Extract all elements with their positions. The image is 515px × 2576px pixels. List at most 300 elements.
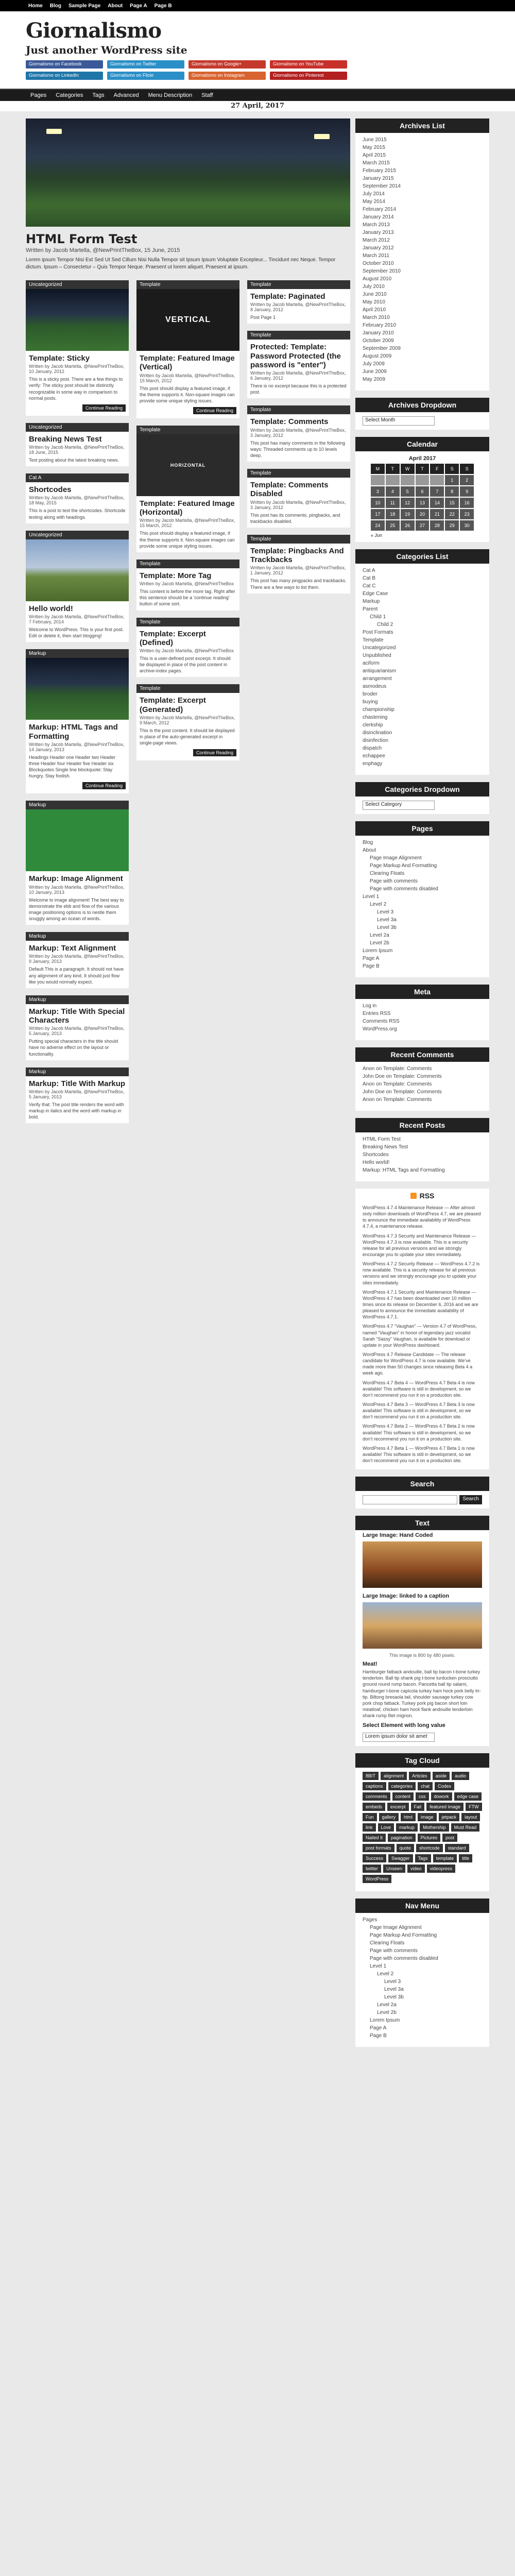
list-item[interactable]: Child 2 bbox=[377, 622, 393, 628]
rss-item[interactable]: WordPress 4.7.1 Security and Maintenance Release — WordPress 4.7 has been downloaded over 10 million times since its release on December 6, 2016 and we are pleased to announce the immediate availability of WordPress 4.7.1. bbox=[363, 1289, 478, 1320]
list-item[interactable]: Page with comments disabled bbox=[370, 886, 438, 892]
list-item[interactable]: Anon on Template: Comments bbox=[363, 1066, 432, 1072]
list-item[interactable]: Breaking News Test bbox=[363, 1144, 408, 1150]
post-title[interactable]: Hello world! bbox=[29, 604, 73, 613]
category-label[interactable]: Markup bbox=[26, 649, 129, 658]
list-item[interactable]: Level 3a bbox=[384, 1987, 404, 1993]
tag-link[interactable]: Must Read bbox=[451, 1823, 480, 1832]
top-menu-item[interactable]: Home bbox=[28, 3, 43, 9]
category-label[interactable]: Markup bbox=[26, 995, 129, 1004]
post-title[interactable]: Template: Pingbacks And Trackbacks bbox=[250, 546, 344, 565]
list-item[interactable]: Level 3 bbox=[377, 909, 394, 915]
list-item[interactable]: July 2014 bbox=[363, 191, 385, 197]
list-item[interactable]: March 2010 bbox=[363, 315, 390, 320]
post-column-2 bbox=[136, 280, 239, 1123]
calendar-day bbox=[416, 475, 430, 485]
search-button[interactable]: Search bbox=[459, 1495, 482, 1504]
list-item[interactable]: asmodeus bbox=[363, 684, 387, 689]
post-title[interactable]: Template: Comments Disabled bbox=[250, 481, 329, 499]
tag-link[interactable]: gallery bbox=[379, 1813, 399, 1821]
list-item[interactable]: antiquarianism bbox=[363, 668, 397, 674]
post-title[interactable]: Shortcodes bbox=[29, 485, 72, 495]
category-label[interactable]: Template bbox=[136, 618, 239, 626]
post-meta: Written by Jacob Martella, @NewPrintTheBox, 3 January, 2012 bbox=[250, 427, 346, 438]
list-item[interactable]: broder bbox=[363, 691, 377, 697]
list-item[interactable]: Level 3b bbox=[384, 1994, 404, 2001]
tag-link[interactable]: quote bbox=[397, 1844, 415, 1852]
post-title[interactable]: Template: Excerpt (Defined) bbox=[140, 629, 206, 647]
rss-item[interactable]: WordPress 4.7 Release Candidate — The release candidate for WordPress 4.7 is now available. We’ve made more than 50 changes since releasing Beta 4 a week ago. bbox=[363, 1351, 473, 1376]
categories-list bbox=[355, 564, 489, 771]
list-item[interactable]: Parent bbox=[363, 606, 378, 612]
list-item[interactable]: May 2014 bbox=[363, 199, 385, 205]
post-card[interactable] bbox=[136, 560, 239, 611]
rss-item[interactable]: WordPress 4.7 Beta 4 — WordPress 4.7 Beta 4 is now available! This software is still in development, so we don’t recommend you run it on a production site. bbox=[363, 1380, 475, 1398]
list-item[interactable]: disinclination bbox=[363, 730, 392, 736]
list-item[interactable]: Template bbox=[363, 637, 384, 643]
list-item[interactable]: Level 3 bbox=[384, 1979, 401, 1985]
list-item[interactable]: May 2015 bbox=[363, 145, 385, 150]
post-card[interactable] bbox=[26, 531, 129, 642]
tag-cloud-widget bbox=[355, 1753, 489, 1891]
rss-heading[interactable] bbox=[355, 1189, 489, 1203]
post-meta: Written by Jacob Martella, @NewPrintTheBox, 7 February, 2014 bbox=[29, 614, 125, 624]
list-item[interactable]: January 2010 bbox=[363, 330, 394, 336]
category-label[interactable]: Uncategorized bbox=[26, 531, 129, 539]
list-item[interactable]: chastening bbox=[363, 715, 388, 720]
post-thumbnail[interactable] bbox=[26, 289, 129, 351]
post-thumbnail[interactable] bbox=[136, 289, 239, 351]
list-item[interactable]: Page with comments bbox=[370, 1948, 418, 1954]
post-excerpt: This post should display a featured image, if the theme supports it. Non-square images can provide some unique styling issues. bbox=[140, 531, 235, 549]
post-card[interactable] bbox=[26, 423, 129, 466]
site-title[interactable]: Giornalismo bbox=[26, 19, 162, 43]
tag-link[interactable]: featured image bbox=[426, 1803, 464, 1811]
list-item[interactable]: August 2010 bbox=[363, 276, 392, 282]
list-item[interactable]: April 2015 bbox=[363, 152, 386, 158]
post-card[interactable] bbox=[247, 469, 350, 528]
tag-link[interactable]: captions bbox=[363, 1782, 386, 1790]
list-item[interactable]: Level 1 bbox=[363, 894, 380, 900]
category-label[interactable]: Template bbox=[136, 684, 239, 693]
list-item[interactable]: Log in bbox=[363, 1003, 377, 1009]
tag-link[interactable]: image bbox=[418, 1813, 437, 1821]
post-excerpt: Verify that: The post title renders the word with markup in italics and the word with markup in bold. bbox=[29, 1101, 124, 1120]
tag-link[interactable]: video bbox=[407, 1865, 425, 1873]
list-item[interactable]: Shortcodes bbox=[363, 1152, 389, 1158]
continue-reading-button[interactable]: Continue Reading bbox=[193, 749, 236, 756]
social-link[interactable]: Giornalismo on Google+ bbox=[188, 60, 266, 69]
calendar-day-head: F bbox=[430, 464, 444, 474]
list-item[interactable]: June 2009 bbox=[363, 369, 387, 375]
tag-link[interactable]: Codex bbox=[435, 1782, 454, 1790]
list-item[interactable]: Page B bbox=[363, 963, 380, 969]
list-item[interactable]: Page Image Alignment bbox=[370, 1925, 422, 1931]
category-label[interactable]: Uncategorized bbox=[26, 423, 129, 432]
post-card[interactable] bbox=[26, 280, 129, 416]
list-item[interactable]: clerkship bbox=[363, 722, 383, 728]
nav-item[interactable]: Menu Description bbox=[148, 92, 193, 98]
rss-item[interactable]: WordPress 4.7 “Vaughan” — Version 4.7 of WordPress, named “Vaughan” in honor of legendary jazz vocalist Sarah “Sassy” Vaughan, is available for download or update in your WordPress dashboard. bbox=[363, 1324, 477, 1348]
list-item[interactable]: July 2010 bbox=[363, 284, 385, 290]
social-link[interactable]: Giornalismo on YouTube bbox=[270, 60, 347, 69]
categories-list-widget bbox=[355, 549, 489, 775]
list-item[interactable]: Page Image Alignment bbox=[370, 855, 422, 861]
list-item[interactable]: Child 1 bbox=[370, 614, 386, 620]
list-item[interactable]: Pages bbox=[363, 1917, 377, 1923]
top-menu-item[interactable]: Sample Page bbox=[68, 3, 101, 9]
post-title[interactable]: Template: Sticky bbox=[29, 354, 90, 363]
list-item[interactable]: WordPress.org bbox=[363, 1026, 397, 1032]
social-link[interactable]: Giornalismo on Pinterest bbox=[270, 72, 347, 80]
list-item[interactable]: Cat B bbox=[363, 575, 376, 581]
list-item[interactable]: Page Markup And Formatting bbox=[370, 1933, 437, 1939]
category-label[interactable]: Cat A bbox=[26, 473, 129, 482]
top-menu-item[interactable]: Page A bbox=[130, 3, 147, 9]
search-input[interactable] bbox=[363, 1495, 457, 1504]
list-item[interactable]: Page A bbox=[370, 2025, 387, 2031]
post-excerpt: There is no excerpt because this is a protected post. bbox=[250, 383, 347, 395]
tag-link[interactable]: edge case bbox=[454, 1792, 482, 1801]
tag-link[interactable]: comments bbox=[363, 1792, 390, 1801]
post-title[interactable]: Template: Paginated bbox=[250, 292, 325, 301]
tag-link[interactable]: Success bbox=[363, 1854, 386, 1862]
post-title[interactable]: Markup: Title With Special Characters bbox=[29, 1007, 125, 1025]
list-item[interactable]: championship bbox=[363, 707, 394, 713]
calendar-day: 14 bbox=[430, 498, 444, 508]
calendar-prev-link[interactable]: « Jun bbox=[371, 533, 383, 538]
social-link[interactable]: Giornalismo on Twitter bbox=[107, 60, 184, 69]
rss-item[interactable]: WordPress 4.7.4 Maintenance Release — After almost sixty million downloads of WordPress 4.7, we are pleased to announce the immediate availability of WordPress 4.7.4, a maintenance release. bbox=[363, 1205, 481, 1229]
post-title[interactable]: Template: Comments bbox=[250, 417, 329, 427]
tag-link[interactable]: html bbox=[401, 1813, 416, 1821]
list-item[interactable]: September 2014 bbox=[363, 183, 401, 189]
category-label[interactable]: Template bbox=[136, 426, 239, 434]
category-label[interactable]: Template bbox=[136, 280, 239, 289]
list-item[interactable]: February 2010 bbox=[363, 323, 397, 328]
list-item[interactable]: January 2015 bbox=[363, 176, 394, 181]
tag-link[interactable]: Nailed It bbox=[363, 1834, 386, 1842]
list-item[interactable]: buying bbox=[363, 699, 378, 705]
list-item[interactable]: Markup bbox=[363, 599, 380, 604]
continue-reading-button[interactable]: Continue Reading bbox=[82, 404, 126, 412]
list-item[interactable]: disinfection bbox=[363, 738, 389, 743]
tag-link[interactable]: shortcode bbox=[416, 1844, 443, 1852]
post-card[interactable] bbox=[26, 649, 129, 793]
post-title[interactable]: Markup: Text Alignment bbox=[29, 944, 116, 953]
list-item[interactable]: dispatch bbox=[363, 745, 382, 751]
widget-title: Recent Posts bbox=[355, 1118, 489, 1132]
list-item[interactable]: January 2014 bbox=[363, 214, 394, 220]
post-excerpt: This post has many pingpacks and trackbacks. There are a few ways to list them. bbox=[250, 578, 347, 590]
categories-select[interactable]: Select Category bbox=[363, 801, 435, 810]
nav-item[interactable]: Tags bbox=[92, 92, 105, 98]
calendar-day-head: S bbox=[445, 464, 459, 474]
tag-link[interactable]: 8BIT bbox=[363, 1772, 379, 1780]
calendar-day: 24 bbox=[371, 520, 385, 531]
tag-link[interactable]: Swagger bbox=[388, 1854, 413, 1862]
calendar-day: 18 bbox=[386, 509, 400, 519]
tag-link[interactable]: Love bbox=[378, 1823, 394, 1832]
list-item[interactable]: Uncategorized bbox=[363, 645, 396, 651]
post-title[interactable]: Template: Excerpt (Generated) bbox=[140, 696, 206, 714]
calendar-day: 9 bbox=[460, 486, 474, 497]
post-title[interactable]: Breaking News Test bbox=[29, 434, 102, 444]
list-item[interactable]: Cat C bbox=[363, 583, 376, 589]
calendar-day-head: T bbox=[416, 464, 430, 474]
tag-link[interactable]: Unseen bbox=[383, 1865, 405, 1873]
list-item[interactable]: Level 2 bbox=[370, 902, 387, 907]
continue-reading-button[interactable]: Continue Reading bbox=[82, 782, 126, 789]
tag-link[interactable]: embeds bbox=[363, 1803, 385, 1811]
widget-title: Archives Dropdown bbox=[355, 398, 489, 412]
archives-select[interactable]: Select Month bbox=[363, 416, 435, 426]
list-item[interactable]: Hello world! bbox=[363, 1160, 390, 1165]
tag-link[interactable]: videopress bbox=[427, 1865, 456, 1873]
list-item[interactable]: October 2010 bbox=[363, 261, 394, 266]
rss-icon[interactable] bbox=[410, 1193, 417, 1199]
rss-item[interactable]: WordPress 4.7 Beta 3 — WordPress 4.7 Beta 3 is now available! This software is still in development, so we don’t recommend you run it on a production site. bbox=[363, 1401, 475, 1420]
post-title[interactable]: Protected: Template: Password Protected (the password is "enter") bbox=[250, 343, 341, 369]
list-item[interactable]: January 2013 bbox=[363, 230, 394, 235]
list-item[interactable]: January 2012 bbox=[363, 245, 394, 251]
rss-item[interactable]: WordPress 4.7 Beta 2 — WordPress 4.7 Beta 2 is now available! This software is still in development, so we don’t recommend you run it on a production site. bbox=[363, 1423, 475, 1442]
list-item[interactable]: June 2015 bbox=[363, 137, 387, 143]
calendar-day: 15 bbox=[445, 498, 459, 508]
list-item[interactable]: John Doe on Template: Comments bbox=[363, 1089, 442, 1095]
tag-link[interactable]: post formats bbox=[363, 1844, 394, 1852]
tag-link[interactable]: content bbox=[392, 1792, 414, 1801]
list-item[interactable]: enphagy bbox=[363, 761, 383, 767]
list-item[interactable]: March 2013 bbox=[363, 222, 390, 228]
list-item[interactable]: Level 2 bbox=[377, 1971, 394, 1977]
social-link[interactable]: Giornalismo on Instagram bbox=[188, 72, 266, 80]
list-item[interactable]: October 2009 bbox=[363, 338, 394, 344]
tag-link[interactable]: title bbox=[459, 1854, 472, 1862]
top-menu-item[interactable]: Page B bbox=[154, 3, 172, 9]
list-item[interactable]: Level 2b bbox=[370, 940, 389, 946]
tag-link[interactable]: categories bbox=[388, 1782, 416, 1790]
list-item[interactable]: Page B bbox=[370, 2033, 387, 2039]
social-link[interactable]: Giornalismo on Flickr bbox=[107, 72, 184, 80]
post-card[interactable] bbox=[136, 426, 239, 552]
list-item[interactable]: Page A bbox=[363, 956, 380, 961]
list-item[interactable]: May 2010 bbox=[363, 299, 385, 305]
list-item[interactable]: July 2009 bbox=[363, 361, 385, 367]
rss-item[interactable]: WordPress 4.7.3 Security and Maintenance Release — WordPress 4.7.3 is now available. This is a security release for all previous versions and we strongly encourage you to update your sites immediately. bbox=[363, 1233, 476, 1257]
continue-reading-button[interactable]: Continue Reading bbox=[193, 407, 236, 414]
nav-item[interactable]: Staff bbox=[201, 92, 213, 98]
tag-link[interactable]: template bbox=[433, 1854, 457, 1862]
list-item[interactable]: Unpublished bbox=[363, 653, 391, 658]
post-card[interactable] bbox=[136, 684, 239, 760]
list-item[interactable]: September 2009 bbox=[363, 346, 401, 351]
list-item[interactable]: Lorem Ipsum bbox=[370, 2018, 400, 2024]
list-item[interactable]: Lorem Ipsum bbox=[363, 948, 393, 954]
tag-link[interactable]: chat bbox=[418, 1782, 433, 1790]
list-item[interactable]: John Doe on Template: Comments bbox=[363, 1074, 442, 1079]
category-label[interactable]: Template bbox=[247, 535, 350, 544]
tag-link[interactable]: audio bbox=[452, 1772, 469, 1780]
post-card[interactable] bbox=[247, 535, 350, 594]
tag-link[interactable]: markup bbox=[396, 1823, 418, 1832]
list-item[interactable]: arrangement bbox=[363, 676, 392, 682]
category-label[interactable]: Template bbox=[136, 560, 239, 568]
social-links bbox=[26, 60, 489, 80]
featured-excerpt: Lorem ipsum Tempor Nisi Est Sed Ut Sed Cillum Nisi Nulla Tempor sit Ipsum Ipsum Voluptate Excepteur... Tincidunt nec Neque. Tempor dictum. Ipsum – Consectetur – Quis Tempor Neque. Praesent ut lorem aliquet. Praesent at ipsum. bbox=[26, 257, 336, 270]
tag-link[interactable]: pagination bbox=[388, 1834, 416, 1842]
list-item[interactable]: Anon on Template: Comments bbox=[363, 1081, 432, 1087]
list-item[interactable]: About bbox=[363, 848, 376, 853]
top-menu-item[interactable]: Blog bbox=[49, 3, 62, 9]
post-card[interactable] bbox=[26, 801, 129, 925]
tag-link[interactable]: dowork bbox=[431, 1792, 452, 1801]
tag-link[interactable]: link bbox=[363, 1823, 376, 1832]
post-thumbnail[interactable] bbox=[26, 809, 129, 871]
category-label[interactable]: Markup bbox=[26, 1067, 129, 1076]
post-card[interactable] bbox=[26, 1067, 129, 1124]
list-item[interactable]: aciform bbox=[363, 660, 380, 666]
list-item[interactable]: Level 2b bbox=[377, 2010, 397, 2016]
post-card[interactable] bbox=[247, 280, 350, 324]
category-label[interactable]: Template bbox=[247, 331, 350, 340]
list-item[interactable]: Level 3a bbox=[377, 917, 397, 923]
post-title[interactable]: Markup: HTML Tags and Formatting bbox=[29, 723, 118, 741]
list-item[interactable]: Clearing Floats bbox=[370, 1940, 405, 1946]
post-meta: Written by Jacob Martella, @NewPrintTheBox, 5 January, 2013 bbox=[29, 1089, 125, 1099]
tag-link[interactable]: Mothership bbox=[420, 1823, 449, 1832]
post-card[interactable] bbox=[247, 331, 350, 398]
post-thumbnail[interactable] bbox=[136, 434, 239, 496]
rss-item[interactable]: WordPress 4.7.2 Security Release — WordPress 4.7.2 is now available. This is a security release for all previous versions and we strongly encourage you to update your sites immediately. bbox=[363, 1261, 480, 1285]
list-item[interactable]: echappee bbox=[363, 753, 385, 759]
nav-item[interactable]: Pages bbox=[30, 92, 47, 98]
tag-link[interactable]: excerpt bbox=[387, 1803, 409, 1811]
list-item[interactable]: August 2009 bbox=[363, 353, 392, 359]
featured-image[interactable] bbox=[26, 118, 350, 227]
tag-link[interactable]: alignment bbox=[381, 1772, 407, 1780]
post-thumbnail[interactable] bbox=[26, 539, 129, 601]
post-title[interactable]: Template: Featured Image (Vertical) bbox=[140, 354, 235, 372]
tag-link[interactable]: post bbox=[442, 1834, 457, 1842]
tag-link[interactable]: Fun bbox=[363, 1813, 377, 1821]
long-select[interactable]: Lorem ipsum dolor sit amet bbox=[363, 1733, 435, 1742]
thumbnail-label: HORIZONTAL bbox=[170, 462, 206, 468]
list-item[interactable]: June 2010 bbox=[363, 292, 387, 297]
post-card[interactable] bbox=[26, 995, 129, 1060]
category-label[interactable]: Markup bbox=[26, 932, 129, 941]
list-item[interactable]: Entries RSS bbox=[363, 1011, 391, 1016]
tag-link[interactable]: FTW bbox=[466, 1803, 482, 1811]
list-item[interactable]: Level 2a bbox=[377, 2002, 397, 2008]
post-title[interactable]: Markup: Title With Markup bbox=[29, 1079, 126, 1088]
pages-widget bbox=[355, 821, 489, 977]
tag-link[interactable]: css bbox=[416, 1792, 429, 1801]
nav-item[interactable]: Categories bbox=[56, 92, 83, 98]
list-item[interactable]: March 2015 bbox=[363, 160, 390, 166]
tag-link[interactable]: Fail bbox=[411, 1803, 425, 1811]
list-item[interactable]: Page with comments disabled bbox=[370, 1956, 438, 1962]
list-item[interactable]: September 2010 bbox=[363, 268, 401, 274]
main-column bbox=[26, 118, 350, 1123]
list-item[interactable]: Anon on Template: Comments bbox=[363, 1097, 432, 1103]
tag-link[interactable]: standard bbox=[445, 1844, 469, 1852]
list-item[interactable]: Blog bbox=[363, 840, 373, 845]
list-item[interactable]: February 2014 bbox=[363, 207, 397, 212]
post-card[interactable] bbox=[136, 618, 239, 677]
social-link[interactable]: Giornalismo on LinkedIn bbox=[26, 72, 103, 80]
list-item[interactable]: Level 2a bbox=[370, 933, 389, 938]
list-item[interactable]: Page Markup And Formatting bbox=[370, 863, 437, 869]
list-item[interactable]: Cat A bbox=[363, 568, 375, 573]
post-card[interactable] bbox=[26, 932, 129, 988]
list-item[interactable]: Markup: HTML Tags and Formatting bbox=[363, 1167, 445, 1173]
list-item[interactable]: Page with comments bbox=[370, 878, 418, 884]
list-item[interactable]: April 2010 bbox=[363, 307, 386, 313]
top-menu-item[interactable]: About bbox=[108, 3, 123, 9]
tag-link[interactable]: Pictures bbox=[418, 1834, 441, 1842]
list-item[interactable]: March 2012 bbox=[363, 238, 390, 243]
list-item[interactable]: HTML Form Test bbox=[363, 1137, 401, 1142]
tag-link[interactable]: aside bbox=[433, 1772, 450, 1780]
list-item[interactable]: March 2011 bbox=[363, 253, 390, 259]
tag-link[interactable]: WordPress bbox=[363, 1875, 391, 1883]
tag-link[interactable]: Articles bbox=[409, 1772, 431, 1780]
post-card[interactable] bbox=[247, 405, 350, 462]
post-excerpt: This is the post content. It should be displayed in place of the auto-generated excerpt in single-page views. bbox=[140, 727, 235, 746]
category-label[interactable]: Template bbox=[247, 469, 350, 478]
post-title[interactable]: Markup: Image Alignment bbox=[29, 874, 123, 884]
tag-link[interactable]: Tags bbox=[415, 1854, 431, 1862]
list-item[interactable]: February 2015 bbox=[363, 168, 397, 174]
category-label[interactable]: Template bbox=[247, 405, 350, 414]
list-item[interactable]: Level 1 bbox=[370, 1963, 387, 1970]
archives-dropdown-widget bbox=[355, 398, 489, 430]
tag-link[interactable]: twitter bbox=[363, 1865, 381, 1873]
post-meta: Written by Jacob Martella, @NewPrintTheBox, 10 January, 2012 bbox=[29, 364, 125, 375]
category-label[interactable]: Uncategorized bbox=[26, 280, 129, 289]
list-item[interactable]: Level 3b bbox=[377, 925, 397, 930]
post-meta: Written by Jacob Martella, @NewPrintTheBox bbox=[140, 648, 234, 654]
social-link[interactable]: Giornalismo on Facebook bbox=[26, 60, 103, 69]
post-card[interactable] bbox=[26, 473, 129, 523]
post-excerpt: Post Page 1 bbox=[250, 315, 276, 320]
list-item[interactable]: May 2009 bbox=[363, 377, 385, 382]
rss-title[interactable]: RSS bbox=[419, 1192, 435, 1200]
rss-item[interactable]: WordPress 4.7 Beta 1 — WordPress 4.7 Beta 1 is now available! This software is still in development, so we don’t recommend you run it on a production site. bbox=[363, 1445, 475, 1464]
post-title[interactable]: Template: Featured Image (Horizontal) bbox=[140, 499, 235, 517]
list-item[interactable]: Edge Case bbox=[363, 591, 388, 597]
post-thumbnail[interactable] bbox=[26, 658, 129, 720]
calendar-day: 30 bbox=[460, 520, 474, 531]
tag-link[interactable]: layout bbox=[461, 1813, 480, 1821]
post-meta: Written by Jacob Martella, @NewPrintTheBox, 5 January, 2013 bbox=[29, 1026, 125, 1037]
post-card[interactable] bbox=[136, 280, 239, 418]
tag-link[interactable]: jetpack bbox=[439, 1813, 460, 1821]
nav-item[interactable]: Advanced bbox=[113, 92, 139, 98]
boats-image[interactable] bbox=[363, 1602, 482, 1649]
post-title[interactable]: Template: More Tag bbox=[140, 571, 212, 580]
list-item[interactable]: Post Formats bbox=[363, 630, 393, 635]
post-meta: Written by Jacob Martella, @NewPrintTheBox, 15 March, 2012 bbox=[140, 518, 235, 529]
calendar-day: 1 bbox=[445, 475, 459, 485]
featured-title[interactable]: HTML Form Test bbox=[26, 232, 138, 246]
featured-post[interactable] bbox=[26, 118, 350, 271]
list-item[interactable]: Comments RSS bbox=[363, 1019, 400, 1024]
list-item[interactable]: Clearing Floats bbox=[370, 871, 405, 876]
category-label[interactable]: Markup bbox=[26, 801, 129, 809]
category-label[interactable]: Template bbox=[247, 280, 350, 289]
